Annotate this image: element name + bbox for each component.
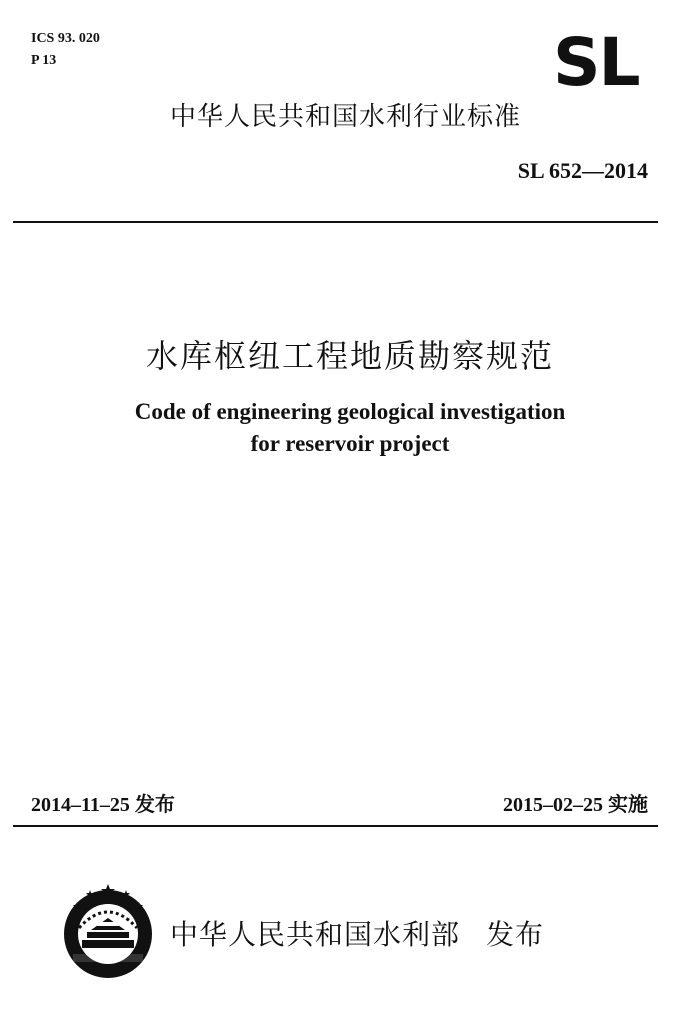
title-english (0, 396, 700, 460)
title-chinese: 水库枢纽工程地质勘察规范 (145, 337, 554, 375)
bottom-divider (13, 825, 658, 827)
title-english-line2: for reservoir project (250, 431, 450, 456)
issued-date-block (31, 788, 175, 817)
classification-codes (31, 28, 100, 72)
issued-label: 发布 (134, 792, 175, 816)
ministry-emblem-icon (57, 878, 159, 980)
top-divider (13, 221, 658, 223)
effective-date-block (503, 788, 648, 817)
publisher-action: 发布 (486, 918, 545, 951)
ics-code: ICS 93. 020 (31, 31, 100, 46)
p-code: P 13 (31, 53, 57, 68)
effective-label: 实施 (608, 792, 648, 816)
publisher-name: 中华人民共和国水利部 (170, 918, 461, 951)
publisher-block (170, 913, 544, 953)
effective-date: 2015–02–25 (503, 794, 603, 816)
sl-logo: SL (553, 24, 639, 101)
standard-number: SL 652—2014 (517, 158, 648, 183)
title-english-line1: Code of engineering geological investigation (134, 399, 566, 424)
standard-category: 中华人民共和国水利行业标准 (170, 102, 522, 132)
issued-date: 2014–11–25 (31, 794, 130, 816)
